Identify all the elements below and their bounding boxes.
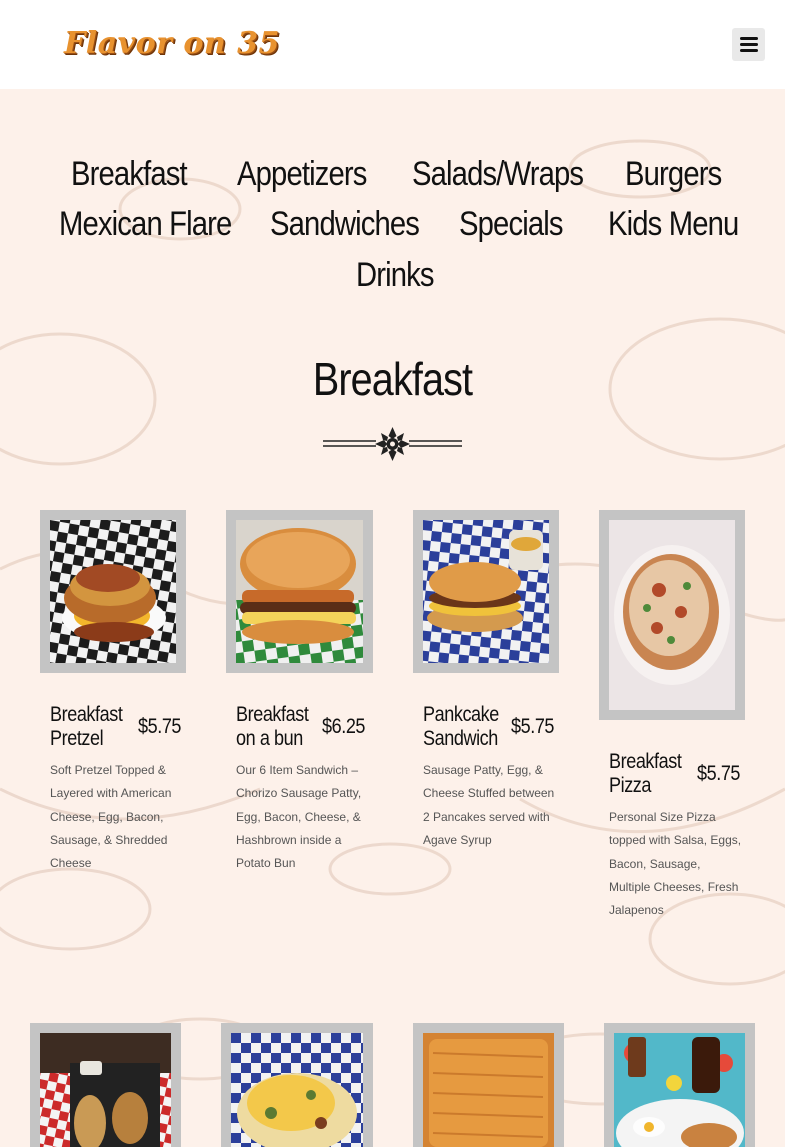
item-name: Breakfast Pizza	[609, 750, 682, 797]
menu-bar-icon	[740, 49, 758, 52]
menu-bar-icon	[740, 43, 758, 46]
category-specials-link[interactable]: Specials	[459, 205, 563, 243]
menu-item-photo	[423, 1033, 554, 1147]
menu-item-photo	[40, 1033, 171, 1147]
site-logo[interactable]: Flavor on 35	[64, 26, 280, 61]
item-description: Personal Size Pizza topped with Salsa, Eggs, Bacon, Sausage, Multiple Cheeses, Fresh Jalapenos	[609, 810, 742, 918]
item-description: Our 6 Item Sandwich – Chorizo Sausage Patty, Egg, Bacon, Cheese, & Hashbrown inside a Potato Bun	[236, 763, 362, 871]
category-salads-wraps-link[interactable]: Salads/Wraps	[412, 155, 584, 193]
menu-item-photo	[614, 1033, 745, 1147]
category-burgers-link[interactable]: Burgers	[625, 155, 722, 193]
item-description: Soft Pretzel Topped & Layered with American Cheese, Egg, Bacon, Sausage, & Shredded Cheese	[50, 763, 172, 871]
category-breakfast-link[interactable]: Breakfast	[71, 155, 187, 193]
breakfast-on-a-bun-photo	[236, 520, 363, 663]
site-header	[0, 0, 785, 89]
item-name: Breakfast on a bun	[236, 703, 309, 750]
category-appetizers-link[interactable]: Appetizers	[237, 155, 367, 193]
ornament-divider-icon	[322, 427, 463, 461]
menu-item-photo	[231, 1033, 363, 1147]
item-description: Sausage Patty, Egg, & Cheese Stuffed between 2 Pancakes served with Agave Syrup	[423, 763, 555, 847]
category-mexican-flare-link[interactable]: Mexican Flare	[59, 205, 232, 243]
pankcake-sandwich-photo	[423, 520, 549, 663]
menu-bar-icon	[740, 37, 758, 40]
category-kids-menu-link[interactable]: Kids Menu	[608, 205, 739, 243]
item-name: Pankcake Sandwich	[423, 703, 499, 750]
category-drinks-link[interactable]: Drinks	[356, 256, 434, 294]
item-name: Breakfast Pretzel	[50, 703, 123, 750]
breakfast-pizza-photo	[609, 520, 735, 710]
item-price: $5.75	[138, 715, 182, 738]
category-sandwiches-link[interactable]: Sandwiches	[270, 205, 420, 243]
breakfast-pretzel-photo	[50, 520, 176, 663]
section-title: Breakfast	[312, 353, 473, 405]
item-price: $6.25	[322, 715, 366, 738]
item-price: $5.75	[697, 762, 741, 785]
item-price: $5.75	[511, 715, 555, 738]
hamburger-menu-icon[interactable]	[732, 28, 765, 61]
